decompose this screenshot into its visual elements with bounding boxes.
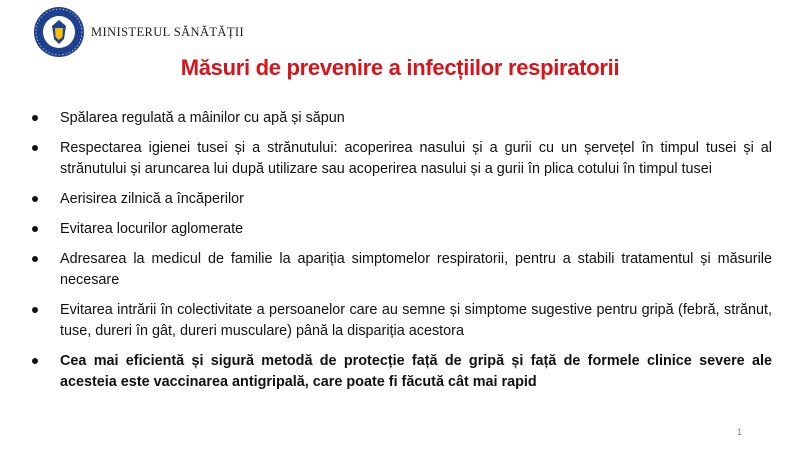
bullet-dot-icon (32, 256, 38, 262)
list-item (30, 249, 772, 291)
bullet-text: Respectarea igienei tusei și a strănutului: acoperirea nasului și a gurii cu un șervețel în timpul tusei și al strănutului și aruncarea lui după utilizare sau acoperirea nasului și a gurii în plica cotului în timpul tusei (60, 140, 772, 177)
header (33, 6, 244, 58)
bullet-text: Evitarea locurilor aglomerate (60, 221, 244, 237)
bullet-dot-icon (32, 145, 38, 151)
bullet-text: Adresarea la medicul de familie la apariția simptomelor respiratorii, pentru a stabili tratamentul și măsurile necesare (60, 251, 772, 288)
government-seal-icon (33, 6, 85, 58)
ministry-name: MINISTERUL SĂNĂTĂȚII (91, 24, 245, 39)
list-item (30, 300, 772, 342)
list-item (30, 108, 772, 129)
bullet-dot-icon (32, 358, 38, 364)
bullet-dot-icon (32, 115, 38, 121)
bullet-list (30, 108, 772, 402)
bullet-dot-icon (32, 226, 38, 232)
bullet-dot-icon (32, 196, 38, 202)
slide-title: Măsuri de prevenire a infecțiilor respiratorii (180, 55, 620, 80)
list-item (30, 351, 772, 393)
list-item (30, 138, 772, 180)
list-item (30, 219, 772, 240)
bullet-text: Spălarea regulată a mâinilor cu apă și săpun (60, 110, 345, 126)
bullet-text: Aerisirea zilnică a încăperilor (60, 191, 244, 207)
bullet-dot-icon (32, 307, 38, 313)
bullet-text: Cea mai eficientă și sigură metodă de protecție față de gripă și față de formele clinice severe ale acesteia este vaccinarea antigripală, care poate fi făcută cât mai rapid (60, 353, 772, 390)
list-item (30, 189, 772, 210)
bullet-text: Evitarea intrării în colectivitate a persoanelor care au semne și simptome sugestive pentru gripă (febră, strănut, tuse, dureri în gât, dureri musculare) până la dispariția acestora (60, 302, 772, 339)
page-number: 1 (736, 427, 742, 437)
